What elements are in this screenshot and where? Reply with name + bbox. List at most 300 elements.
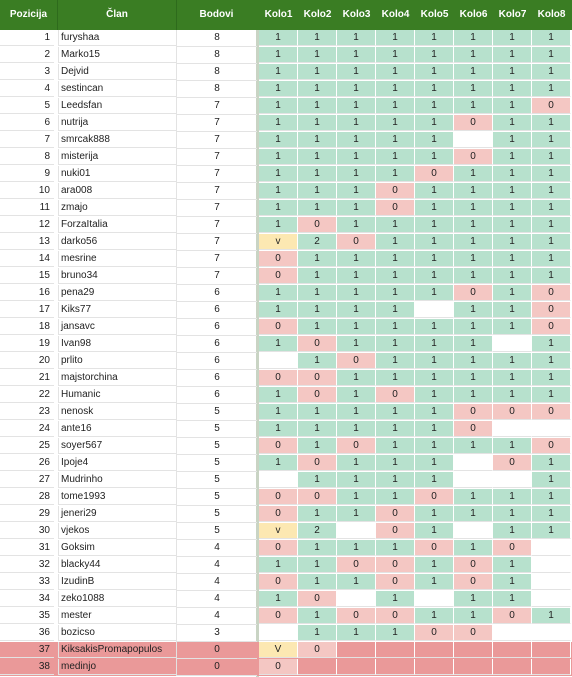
round-result-cell[interactable]: 1 [493,81,532,97]
member-name-cell[interactable]: ForzaItalia [58,217,176,233]
round-result-cell[interactable]: 1 [493,268,532,284]
round-result-cell[interactable]: 0 [298,591,337,607]
member-name-cell[interactable]: Kiks77 [58,302,176,318]
round-result-cell[interactable]: 1 [259,64,298,80]
position-cell[interactable]: 38 [0,659,54,675]
round-result-cell[interactable]: 1 [259,336,298,352]
member-name-cell[interactable]: medinjo [58,659,176,675]
points-cell[interactable]: 6 [176,370,257,387]
round-result-cell[interactable]: 1 [415,268,454,284]
round-result-cell[interactable]: 1 [337,472,376,488]
member-name-cell[interactable]: nutrija [58,115,176,131]
round-result-cell[interactable]: 1 [415,183,454,199]
round-result-cell[interactable]: 0 [454,404,493,420]
round-result-cell[interactable]: 1 [376,132,415,148]
member-name-cell[interactable]: Leedsfan [58,98,176,114]
round-result-cell[interactable]: 1 [337,47,376,63]
round-result-cell[interactable]: 1 [337,421,376,437]
round-result-cell[interactable]: 1 [298,506,337,522]
round-result-cell[interactable]: 1 [415,421,454,437]
round-result-cell[interactable]: 1 [376,98,415,114]
points-cell[interactable]: 7 [176,183,257,200]
round-result-cell[interactable]: 1 [493,319,532,335]
round-result-cell[interactable]: 1 [337,387,376,403]
round-result-cell[interactable]: 1 [337,319,376,335]
round-result-cell[interactable]: 1 [298,268,337,284]
round-result-cell[interactable] [532,421,571,437]
member-name-cell[interactable]: Ipoje4 [58,455,176,471]
round-result-cell[interactable]: 0 [454,557,493,573]
round-result-cell[interactable]: 1 [376,591,415,607]
member-name-cell[interactable]: mesrine [58,251,176,267]
round-result-cell[interactable]: 1 [454,64,493,80]
round-result-cell[interactable] [259,353,298,369]
round-result-cell[interactable]: 1 [454,387,493,403]
round-result-cell[interactable] [415,302,454,318]
round-result-cell[interactable]: 1 [454,540,493,556]
round-result-cell[interactable]: 0 [532,438,571,454]
round-result-cell[interactable]: 0 [415,166,454,182]
points-cell[interactable]: 8 [176,81,257,98]
round-result-cell[interactable]: 0 [454,115,493,131]
round-result-cell[interactable] [532,625,571,641]
points-cell[interactable]: 7 [176,115,257,132]
position-cell[interactable]: 4 [0,81,54,97]
points-cell[interactable]: 7 [176,132,257,149]
points-cell[interactable]: 7 [176,166,257,183]
position-cell[interactable]: 27 [0,472,54,488]
round-result-cell[interactable]: 1 [532,455,571,471]
round-result-cell[interactable]: 0 [454,574,493,590]
round-result-cell[interactable] [298,659,337,675]
round-result-cell[interactable]: 1 [493,591,532,607]
member-name-cell[interactable]: smrcak888 [58,132,176,148]
round-result-cell[interactable]: 1 [259,98,298,114]
round-result-cell[interactable]: 1 [298,132,337,148]
points-cell[interactable]: 6 [176,302,257,319]
round-result-cell[interactable]: 1 [259,285,298,301]
round-result-cell[interactable]: 1 [415,336,454,352]
points-cell[interactable]: 0 [176,659,257,676]
round-result-cell[interactable]: 1 [298,251,337,267]
round-result-cell[interactable] [259,472,298,488]
round-result-cell[interactable] [532,557,571,573]
round-result-cell[interactable]: 1 [337,115,376,131]
round-result-cell[interactable]: 0 [376,387,415,403]
round-result-cell[interactable]: 1 [337,285,376,301]
round-result-cell[interactable]: 1 [376,472,415,488]
points-cell[interactable]: 6 [176,336,257,353]
round-result-cell[interactable]: 1 [259,30,298,46]
points-cell[interactable]: 4 [176,591,257,608]
round-result-cell[interactable]: 0 [337,438,376,454]
member-name-cell[interactable]: prlito [58,353,176,369]
round-result-cell[interactable]: 1 [493,149,532,165]
round-result-cell[interactable]: 2 [298,234,337,250]
member-name-cell[interactable]: sestincan [58,81,176,97]
round-result-cell[interactable]: 1 [337,64,376,80]
round-result-cell[interactable]: 0 [259,268,298,284]
round-result-cell[interactable]: 1 [415,472,454,488]
round-result-cell[interactable] [532,659,571,675]
round-result-cell[interactable]: 1 [532,217,571,233]
round-result-cell[interactable]: 1 [259,132,298,148]
round-result-cell[interactable]: 1 [415,353,454,369]
round-result-cell[interactable]: 1 [337,200,376,216]
member-name-cell[interactable]: ante16 [58,421,176,437]
round-result-cell[interactable]: 1 [337,574,376,590]
round-result-cell[interactable]: 1 [415,64,454,80]
round-result-cell[interactable]: 1 [415,47,454,63]
member-name-cell[interactable]: zmajo [58,200,176,216]
round-result-cell[interactable] [532,574,571,590]
round-result-cell[interactable]: 1 [337,30,376,46]
round-result-cell[interactable]: 0 [493,608,532,624]
round-result-cell[interactable]: 0 [493,540,532,556]
round-result-cell[interactable]: 1 [493,132,532,148]
round-result-cell[interactable]: 1 [532,353,571,369]
round-result-cell[interactable]: 0 [298,489,337,505]
round-result-cell[interactable]: 1 [259,183,298,199]
position-cell[interactable]: 6 [0,115,54,131]
position-cell[interactable]: 20 [0,353,54,369]
round-result-cell[interactable]: 1 [454,370,493,386]
position-cell[interactable]: 9 [0,166,54,182]
round-result-cell[interactable]: 1 [259,47,298,63]
round-result-cell[interactable]: 0 [337,353,376,369]
round-result-cell[interactable]: 1 [493,574,532,590]
round-result-cell[interactable]: 1 [337,81,376,97]
round-result-cell[interactable]: 1 [454,98,493,114]
round-result-cell[interactable]: 0 [259,506,298,522]
header-round-8[interactable] [532,0,571,30]
round-result-cell[interactable]: 1 [259,455,298,471]
round-result-cell[interactable]: 1 [493,217,532,233]
points-cell[interactable]: 7 [176,217,257,234]
round-result-cell[interactable]: 1 [259,557,298,573]
round-result-cell[interactable]: 1 [493,30,532,46]
position-cell[interactable]: 12 [0,217,54,233]
round-result-cell[interactable]: 1 [298,557,337,573]
round-result-cell[interactable]: 1 [376,217,415,233]
round-result-cell[interactable]: 1 [493,557,532,573]
round-result-cell[interactable]: 1 [259,217,298,233]
round-result-cell[interactable]: 1 [259,421,298,437]
position-cell[interactable]: 25 [0,438,54,454]
member-name-cell[interactable]: mester [58,608,176,624]
round-result-cell[interactable]: 1 [337,217,376,233]
position-cell[interactable]: 26 [0,455,54,471]
round-result-cell[interactable]: 1 [532,608,571,624]
round-result-cell[interactable]: 1 [298,319,337,335]
round-result-cell[interactable]: 1 [454,489,493,505]
round-result-cell[interactable]: 1 [376,81,415,97]
position-cell[interactable]: 37 [0,642,54,658]
round-result-cell[interactable]: 1 [337,149,376,165]
round-result-cell[interactable] [337,591,376,607]
member-name-cell[interactable]: KiksakisPromapopulos [58,642,176,658]
round-result-cell[interactable] [532,591,571,607]
round-result-cell[interactable]: 1 [415,217,454,233]
round-result-cell[interactable]: 1 [454,217,493,233]
position-cell[interactable]: 33 [0,574,54,590]
header-round-3[interactable] [337,0,376,30]
round-result-cell[interactable]: 1 [337,404,376,420]
round-result-cell[interactable]: 1 [454,166,493,182]
round-result-cell[interactable]: 1 [337,251,376,267]
round-result-cell[interactable] [493,336,532,352]
round-result-cell[interactable]: 1 [532,234,571,250]
member-name-cell[interactable]: nenosk [58,404,176,420]
round-result-cell[interactable]: 0 [376,608,415,624]
round-result-cell[interactable]: 1 [454,438,493,454]
round-result-cell[interactable]: 1 [532,370,571,386]
round-result-cell[interactable]: 0 [454,625,493,641]
round-result-cell[interactable]: 0 [337,608,376,624]
round-result-cell[interactable]: 1 [493,251,532,267]
round-result-cell[interactable] [454,659,493,675]
position-cell[interactable]: 17 [0,302,54,318]
round-result-cell[interactable]: 1 [298,438,337,454]
round-result-cell[interactable]: 1 [298,540,337,556]
round-result-cell[interactable]: 0 [298,217,337,233]
points-cell[interactable]: 4 [176,574,257,591]
round-result-cell[interactable] [376,659,415,675]
round-result-cell[interactable]: 1 [376,166,415,182]
round-result-cell[interactable]: 1 [532,64,571,80]
position-cell[interactable]: 22 [0,387,54,403]
member-name-cell[interactable]: pena29 [58,285,176,301]
round-result-cell[interactable]: 0 [298,642,337,658]
round-result-cell[interactable]: 0 [376,557,415,573]
round-result-cell[interactable]: 1 [532,81,571,97]
member-name-cell[interactable]: nuki01 [58,166,176,182]
round-result-cell[interactable] [454,642,493,658]
header-pozicija[interactable]: Pozicija [9,9,48,20]
round-result-cell[interactable]: 1 [415,455,454,471]
round-result-cell[interactable]: 1 [259,81,298,97]
round-result-cell[interactable]: 1 [454,319,493,335]
round-result-cell[interactable]: 1 [493,200,532,216]
round-result-cell[interactable]: 1 [298,302,337,318]
header-clan[interactable]: Član [106,9,128,20]
round-result-cell[interactable]: 1 [337,183,376,199]
points-cell[interactable]: 5 [176,404,257,421]
round-result-cell[interactable]: 1 [376,30,415,46]
round-result-cell[interactable]: 1 [454,591,493,607]
round-result-cell[interactable]: 1 [454,506,493,522]
points-cell[interactable]: 5 [176,438,257,455]
round-result-cell[interactable]: 1 [493,353,532,369]
round-result-cell[interactable]: 0 [298,387,337,403]
points-cell[interactable]: 4 [176,540,257,557]
round-result-cell[interactable]: 0 [454,285,493,301]
position-cell[interactable]: 23 [0,404,54,420]
position-cell[interactable]: 14 [0,251,54,267]
round-result-cell[interactable]: 1 [337,268,376,284]
member-name-cell[interactable]: darko56 [58,234,176,250]
round-result-cell[interactable]: 1 [532,268,571,284]
position-cell[interactable]: 15 [0,268,54,284]
position-cell[interactable]: 5 [0,98,54,114]
round-result-cell[interactable]: 1 [454,302,493,318]
round-result-cell[interactable]: 1 [493,370,532,386]
round-result-cell[interactable] [493,659,532,675]
round-result-cell[interactable]: 1 [376,64,415,80]
position-cell[interactable]: 31 [0,540,54,556]
member-name-cell[interactable]: bozicso [58,625,176,641]
points-cell[interactable]: 7 [176,149,257,166]
points-cell[interactable]: 7 [176,268,257,285]
round-result-cell[interactable]: 1 [493,64,532,80]
round-result-cell[interactable]: 1 [493,523,532,539]
round-result-cell[interactable]: 1 [415,30,454,46]
round-result-cell[interactable] [415,591,454,607]
points-cell[interactable]: 8 [176,30,257,47]
round-result-cell[interactable]: 1 [298,64,337,80]
round-result-cell[interactable] [259,625,298,641]
round-result-cell[interactable] [493,472,532,488]
round-result-cell[interactable]: 1 [376,336,415,352]
position-cell[interactable]: 34 [0,591,54,607]
header-round-1[interactable] [259,0,298,30]
points-cell[interactable]: 7 [176,200,257,217]
round-result-cell[interactable] [415,642,454,658]
round-result-cell[interactable]: 0 [337,557,376,573]
points-cell[interactable]: 4 [176,608,257,625]
round-result-cell[interactable] [493,421,532,437]
round-result-cell[interactable]: 1 [298,200,337,216]
member-name-cell[interactable]: misterija [58,149,176,165]
round-result-cell[interactable] [415,659,454,675]
round-result-cell[interactable]: 0 [532,404,571,420]
round-result-cell[interactable]: 1 [298,183,337,199]
position-cell[interactable]: 24 [0,421,54,437]
round-result-cell[interactable]: 1 [376,353,415,369]
points-cell[interactable]: 7 [176,251,257,268]
points-cell[interactable]: 7 [176,98,257,115]
points-cell[interactable]: 4 [176,557,257,574]
round-result-cell[interactable]: 1 [376,319,415,335]
round-result-cell[interactable]: 0 [259,251,298,267]
round-result-cell[interactable]: 1 [532,336,571,352]
round-result-cell[interactable]: 1 [532,30,571,46]
round-result-cell[interactable]: 0 [259,370,298,386]
position-cell[interactable]: 8 [0,149,54,165]
round-result-cell[interactable] [454,472,493,488]
position-cell[interactable]: 1 [0,30,54,46]
round-result-cell[interactable]: 0 [493,455,532,471]
round-result-cell[interactable]: 1 [298,115,337,131]
round-result-cell[interactable]: 1 [493,183,532,199]
round-result-cell[interactable]: 0 [259,438,298,454]
round-result-cell[interactable]: 1 [454,251,493,267]
round-result-cell[interactable]: 1 [376,234,415,250]
round-result-cell[interactable]: 0 [376,183,415,199]
round-result-cell[interactable]: 1 [493,47,532,63]
round-result-cell[interactable]: 1 [454,268,493,284]
round-result-cell[interactable]: 1 [415,557,454,573]
round-result-cell[interactable]: 1 [259,200,298,216]
round-result-cell[interactable]: 1 [298,81,337,97]
round-result-cell[interactable]: 1 [415,319,454,335]
round-result-cell[interactable]: 1 [493,302,532,318]
round-result-cell[interactable]: 1 [259,115,298,131]
round-result-cell[interactable]: 0 [376,200,415,216]
round-result-cell[interactable]: 1 [376,540,415,556]
round-result-cell[interactable]: 1 [415,370,454,386]
position-cell[interactable]: 13 [0,234,54,250]
round-result-cell[interactable]: 1 [454,234,493,250]
round-result-cell[interactable]: 1 [376,455,415,471]
round-result-cell[interactable]: 1 [337,132,376,148]
round-result-cell[interactable]: 1 [532,506,571,522]
round-result-cell[interactable]: 1 [532,387,571,403]
points-cell[interactable]: 8 [176,64,257,81]
round-result-cell[interactable]: 1 [337,370,376,386]
round-result-cell[interactable]: 1 [532,115,571,131]
round-result-cell[interactable]: 1 [259,166,298,182]
round-result-cell[interactable] [337,642,376,658]
round-result-cell[interactable]: 1 [493,285,532,301]
round-result-cell[interactable]: 2 [298,523,337,539]
round-result-cell[interactable]: 1 [493,98,532,114]
header-round-5[interactable] [415,0,454,30]
round-result-cell[interactable]: 0 [415,489,454,505]
round-result-cell[interactable]: 1 [415,608,454,624]
member-name-cell[interactable]: jeneri29 [58,506,176,522]
round-result-cell[interactable]: 1 [454,47,493,63]
round-result-cell[interactable] [337,523,376,539]
round-result-cell[interactable] [454,132,493,148]
member-name-cell[interactable]: Dejvid [58,64,176,80]
position-cell[interactable]: 28 [0,489,54,505]
round-result-cell[interactable]: 1 [376,489,415,505]
position-cell[interactable]: 18 [0,319,54,335]
round-result-cell[interactable]: 0 [532,319,571,335]
round-result-cell[interactable]: 1 [298,472,337,488]
round-result-cell[interactable]: 1 [532,183,571,199]
position-cell[interactable]: 32 [0,557,54,573]
round-result-cell[interactable] [376,642,415,658]
round-result-cell[interactable]: 0 [259,540,298,556]
round-result-cell[interactable]: 1 [532,523,571,539]
round-result-cell[interactable]: 1 [415,574,454,590]
round-result-cell[interactable]: 0 [376,574,415,590]
round-result-cell[interactable]: 1 [298,285,337,301]
round-result-cell[interactable]: 1 [454,30,493,46]
position-cell[interactable]: 19 [0,336,54,352]
round-result-cell[interactable]: 1 [259,149,298,165]
round-result-cell[interactable]: 1 [337,625,376,641]
round-result-cell[interactable]: 1 [376,268,415,284]
round-result-cell[interactable]: 1 [337,302,376,318]
round-result-cell[interactable]: 1 [376,149,415,165]
position-cell[interactable]: 11 [0,200,54,216]
round-result-cell[interactable]: 1 [415,132,454,148]
position-cell[interactable]: 29 [0,506,54,522]
round-result-cell[interactable]: 1 [532,251,571,267]
round-result-cell[interactable]: 0 [259,319,298,335]
round-result-cell[interactable]: 0 [493,404,532,420]
round-result-cell[interactable]: V [259,642,298,658]
points-cell[interactable]: 3 [176,625,257,642]
round-result-cell[interactable]: 1 [532,166,571,182]
round-result-cell[interactable]: 1 [337,455,376,471]
member-name-cell[interactable]: furyshaa [58,30,176,46]
points-cell[interactable]: 5 [176,489,257,506]
points-cell[interactable]: 7 [176,234,257,251]
